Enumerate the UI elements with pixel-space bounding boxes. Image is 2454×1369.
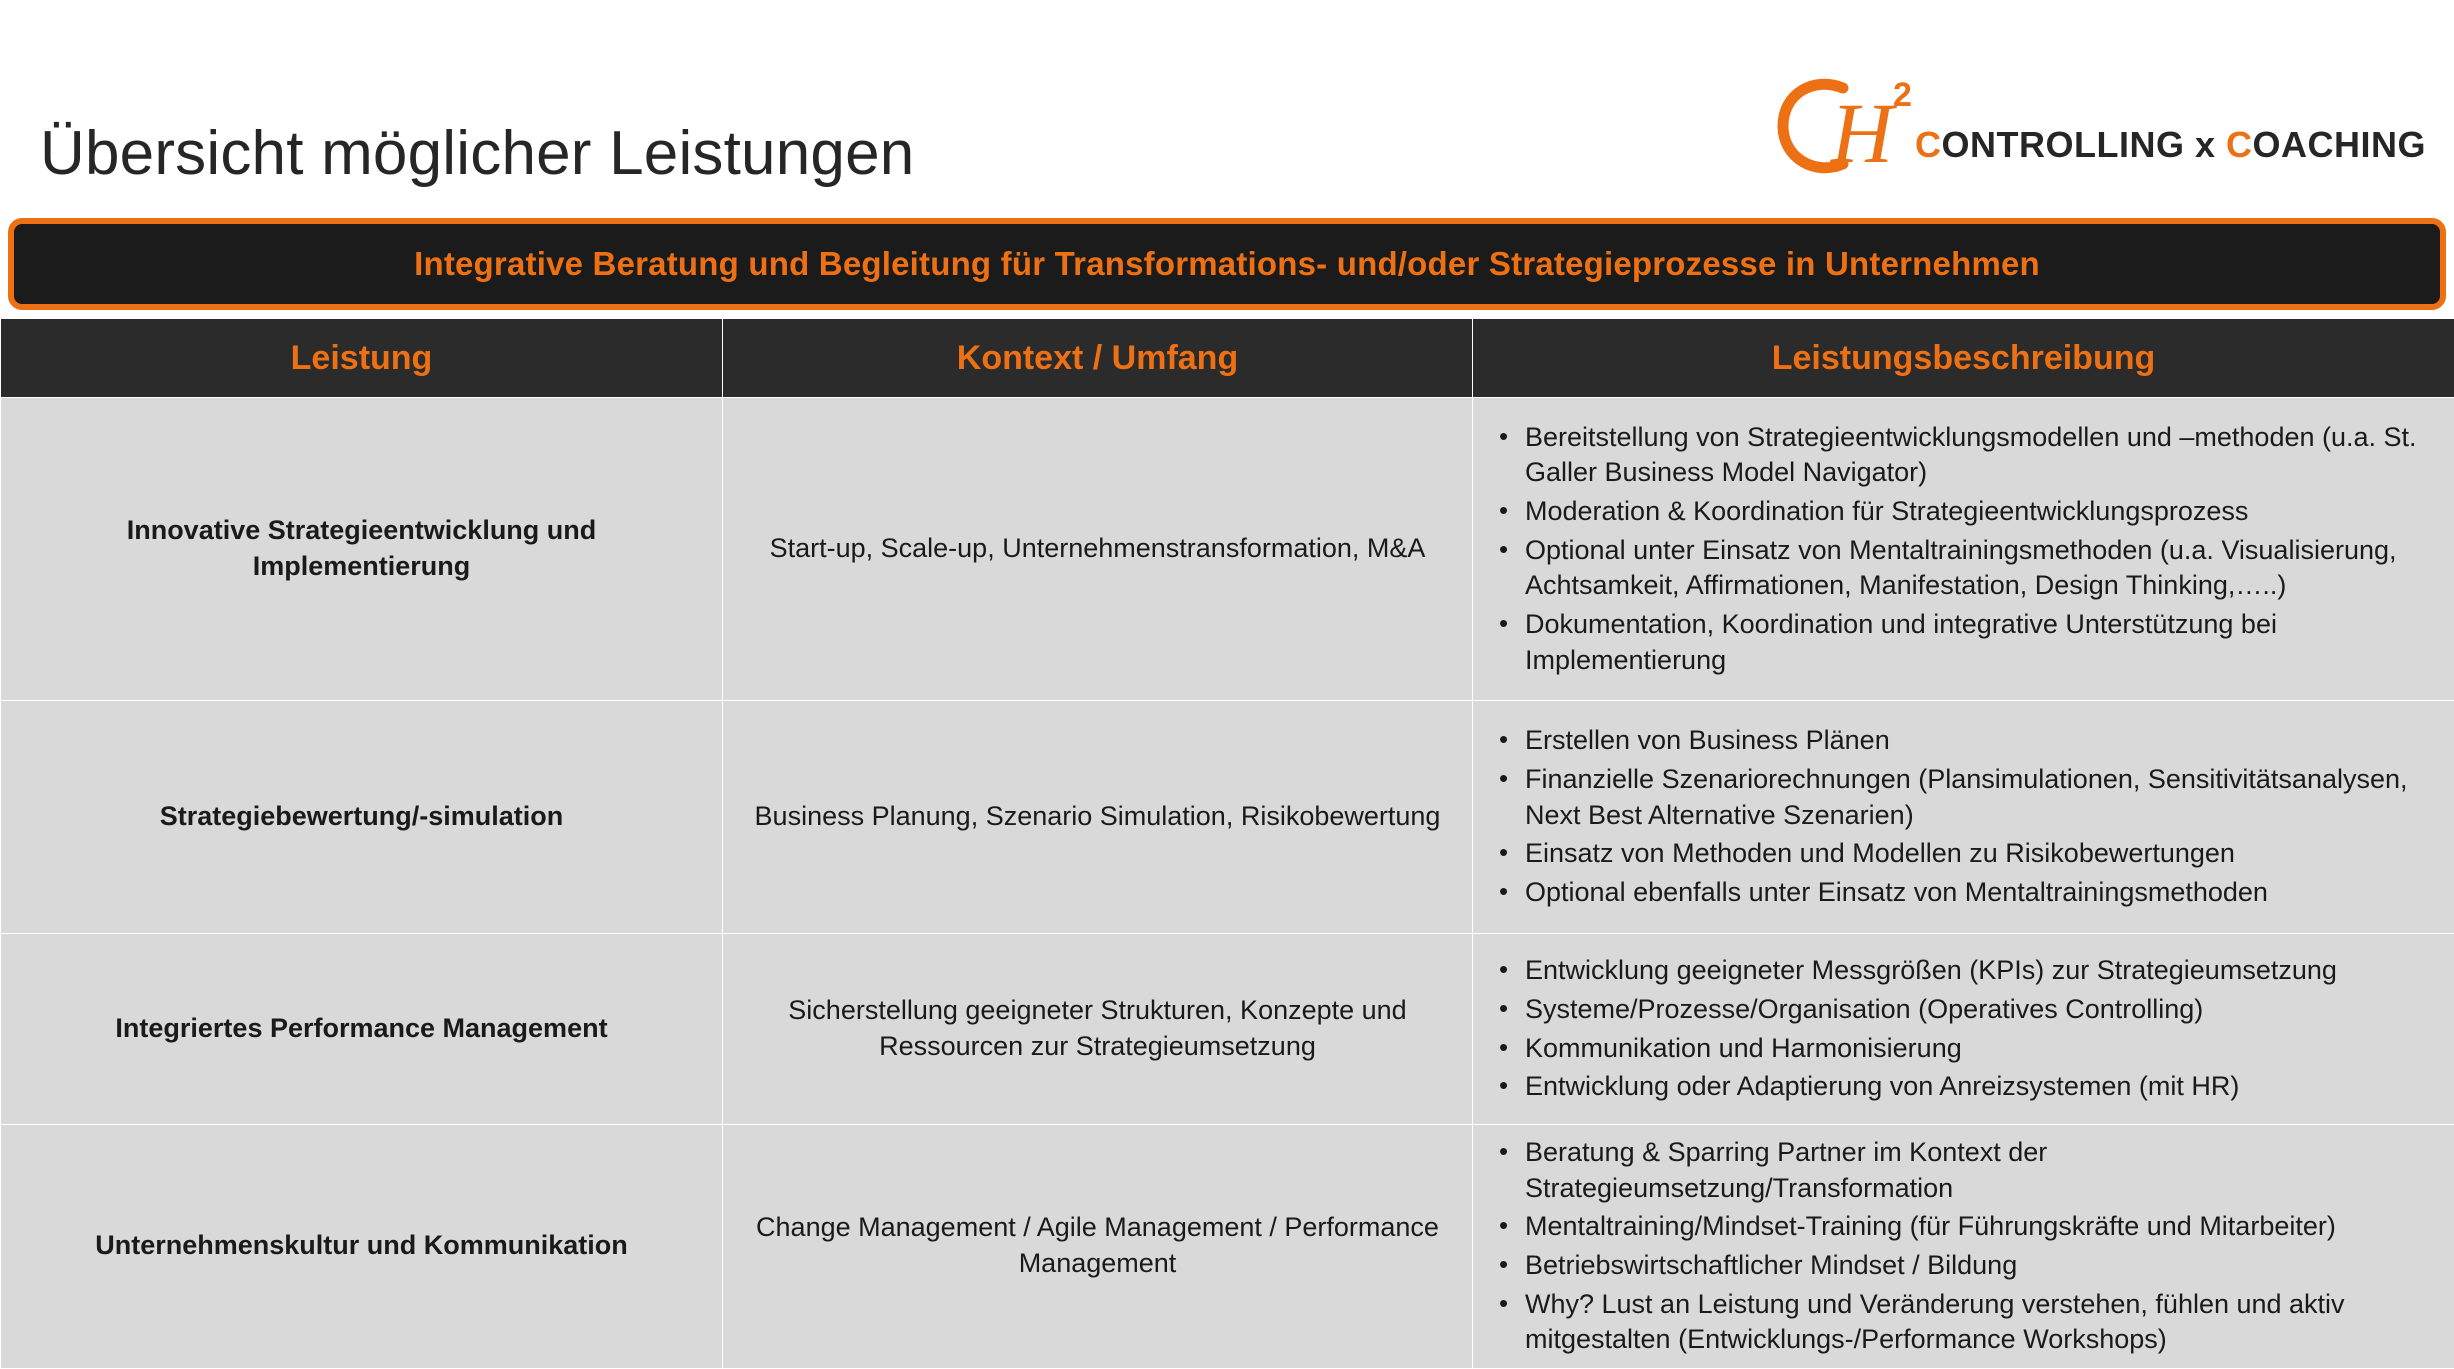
list-item: • Erstellen von Business Plänen (1491, 723, 2436, 759)
cell-leistung: Integriertes Performance Management (1, 934, 723, 1125)
list-item: • Betriebswirtschaftlicher Mindset / Bildung (1491, 1248, 2436, 1284)
list-item: • Systeme/Prozesse/Organisation (Operatives Controlling) (1491, 992, 2436, 1028)
list-item: • Entwicklung geeigneter Messgrößen (KPIs) zur Strategieumsetzung (1491, 953, 2436, 989)
table-row (1, 934, 2454, 1125)
cell-leistung: Unternehmenskultur und Kommunikation (1, 1125, 723, 1369)
table-body (1, 398, 2454, 1369)
beschreibung-list (1491, 1135, 2436, 1358)
table-row (1, 701, 2454, 934)
cell-kontext: Change Management / Agile Management / Performance Management (723, 1125, 1473, 1369)
list-item: • Optional ebenfalls unter Einsatz von Mentaltrainingsmethoden (1491, 875, 2436, 911)
table-header (1, 319, 2454, 398)
banner-wrapper (8, 218, 2446, 310)
cell-kontext: Start-up, Scale-up, Unternehmenstransformation, M&A (723, 398, 1473, 701)
list-item: • Why? Lust an Leistung und Veränderung verstehen, fühlen und aktiv mitgestalten (Entwicklungs-/Performance Workshops) (1491, 1287, 2436, 1358)
cell-kontext: Business Planung, Szenario Simulation, Risikobewertung (723, 701, 1473, 934)
list-item: • Bereitstellung von Strategieentwicklungsmodellen und –methoden (u.a. St. Galler Business Model Navigator) (1491, 420, 2436, 491)
logo-wordmark-c2: C (2226, 124, 2253, 165)
cell-beschreibung (1473, 934, 2454, 1125)
list-item: • Optional unter Einsatz von Mentaltrainingsmethoden (u.a. Visualisierung, Achtsamkeit, Affirmationen, Manifestation, Design Thinking,…..) (1491, 533, 2436, 604)
cell-beschreibung (1473, 701, 2454, 934)
company-logo (1773, 72, 2426, 182)
list-item: • Entwicklung oder Adaptierung von Anreizsystemen (mit HR) (1491, 1069, 2436, 1105)
list-item: • Mentaltraining/Mindset-Training (für Führungskräfte und Mitarbeiter) (1491, 1209, 2436, 1245)
table-row (1, 1125, 2454, 1369)
logo-wordmark-part4: OACHING (2253, 124, 2427, 165)
list-item: • Beratung & Sparring Partner im Kontext der Strategieumsetzung/Transformation (1491, 1135, 2436, 1206)
logo-wordmark-c1: C (1915, 124, 1942, 165)
beschreibung-list (1491, 723, 2436, 910)
svg-text:H: H (1830, 85, 1897, 181)
list-item: • Finanzielle Szenariorechnungen (Plansimulationen, Sensitivitätsanalysen, Next Best Alternative Szenarien) (1491, 762, 2436, 833)
list-item: • Moderation & Koordination für Strategieentwicklungsprozess (1491, 494, 2436, 530)
list-item: • Einsatz von Methoden und Modellen zu Risikobewertungen (1491, 836, 2436, 872)
cell-beschreibung (1473, 1125, 2454, 1369)
cell-kontext: Sicherstellung geeigneter Strukturen, Konzepte und Ressourcen zur Strategieumsetzung (723, 934, 1473, 1125)
cell-beschreibung (1473, 398, 2454, 701)
logo-wordmark-part2: ONTROLLING x (1942, 124, 2227, 165)
slide-header (0, 0, 2454, 218)
table-header-row (1, 319, 2454, 398)
headline-banner-text: Integrative Beratung und Begleitung für Transformations- und/oder Strategieprozesse in Unternehmen (414, 245, 2040, 283)
column-header-leistung: Leistung (1, 319, 723, 398)
column-header-kontext: Kontext / Umfang (723, 319, 1473, 398)
logo-wordmark (1915, 124, 2426, 166)
column-header-beschreibung: Leistungsbeschreibung (1473, 319, 2454, 398)
page-title: Übersicht möglicher Leistungen (40, 118, 914, 189)
beschreibung-list (1491, 420, 2436, 678)
cell-leistung: Innovative Strategieentwicklung und Implementierung (1, 398, 723, 701)
logo-monogram-icon (1773, 74, 1933, 182)
beschreibung-list (1491, 953, 2436, 1105)
headline-banner (8, 218, 2446, 310)
services-table (0, 318, 2454, 1369)
table-row (1, 398, 2454, 701)
list-item: • Kommunikation und Harmonisierung (1491, 1031, 2436, 1067)
cell-leistung: Strategiebewertung/-simulation (1, 701, 723, 934)
svg-text:2: 2 (1893, 76, 1912, 114)
list-item: • Dokumentation, Koordination und integrative Unterstützung bei Implementierung (1491, 607, 2436, 678)
